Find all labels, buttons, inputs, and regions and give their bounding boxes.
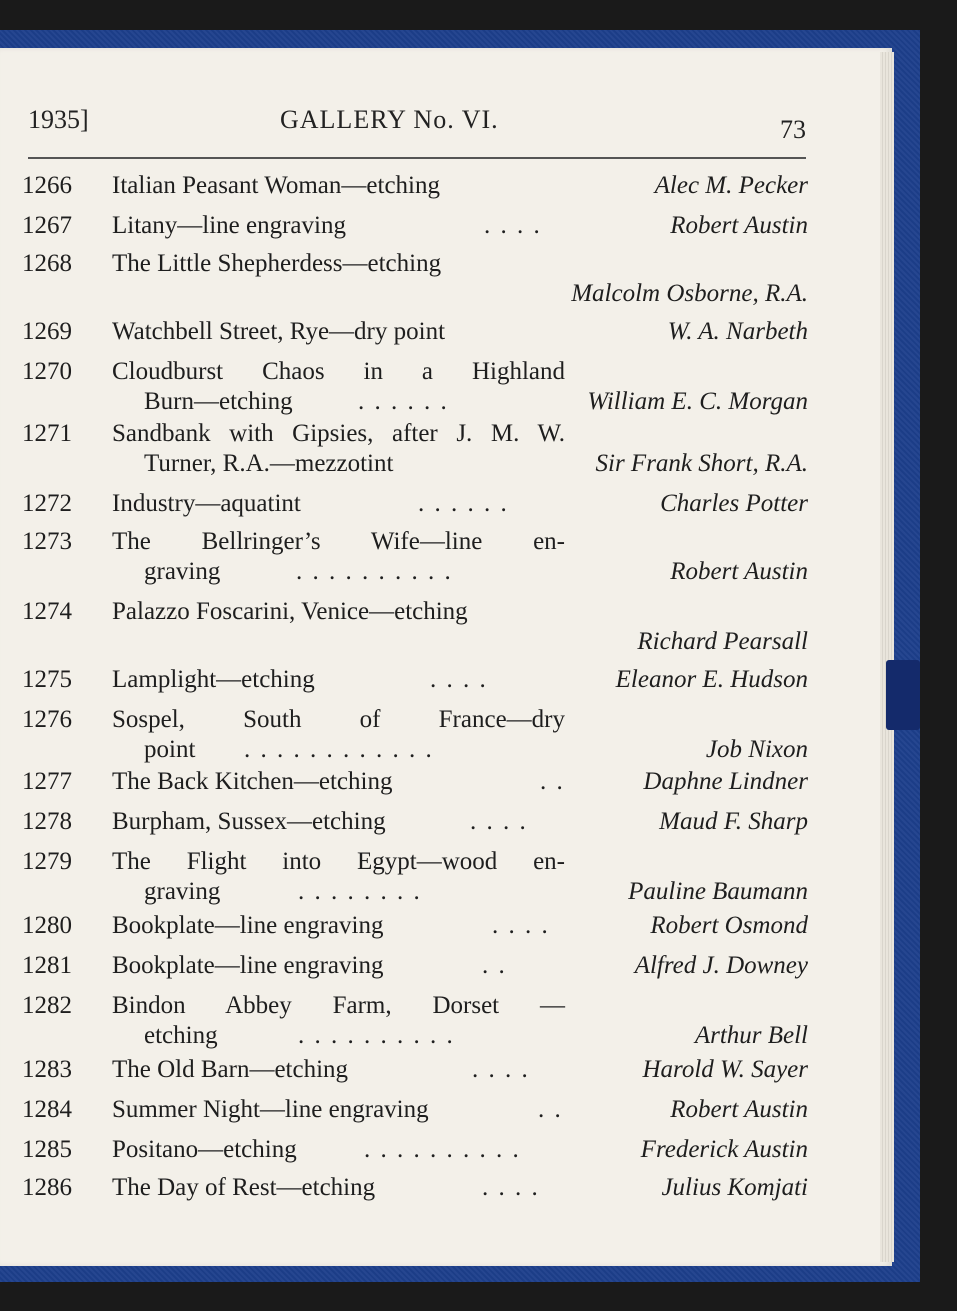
catalogue-entry	[22, 912, 808, 952]
artist-name: Robert Austin	[670, 212, 808, 239]
work-title: Litany—line engraving	[112, 212, 346, 239]
catalogue-entry	[22, 1136, 808, 1174]
catalogue-number: 1269	[22, 318, 72, 345]
work-title-continuation: graving	[144, 878, 221, 905]
artist-name: Arthur Bell	[694, 1022, 808, 1049]
catalogue-number: 1266	[22, 172, 72, 199]
catalogue-entry	[22, 250, 808, 318]
artist-name: Malcolm Osborne, R.A.	[571, 280, 808, 307]
catalogue-number: 1271	[22, 420, 72, 447]
leader-dots: . . . . . . . . . .	[364, 1136, 521, 1163]
page-header	[28, 105, 806, 145]
header-rule	[28, 157, 806, 159]
catalogue-entry	[22, 420, 808, 490]
work-title: The Little Shepherdess—etching	[112, 250, 442, 277]
catalogue-entry	[22, 318, 808, 358]
work-title: Burpham, Sussex—etching	[112, 808, 386, 835]
bookmark-ribbon	[886, 660, 920, 730]
catalogue-entry	[22, 1096, 808, 1136]
catalogue-entry	[22, 528, 808, 598]
header-year: 1935]	[28, 105, 89, 134]
catalogue-number: 1273	[22, 528, 72, 555]
work-title-continuation: point	[144, 736, 196, 763]
leader-dots: . . . .	[484, 212, 542, 239]
catalogue-entry	[22, 172, 808, 210]
catalogue-number: 1267	[22, 212, 72, 239]
artist-name: Pauline Baumann	[628, 878, 808, 905]
catalogue-entry	[22, 706, 808, 768]
catalogue-entry	[22, 992, 808, 1056]
artist-name: Robert Austin	[670, 558, 808, 585]
artist-name: Julius Komjati	[661, 1174, 808, 1201]
catalogue-entry	[22, 768, 808, 808]
work-title: Lamplight—etching	[112, 666, 315, 693]
work-title: The Old Barn—etching	[112, 1056, 349, 1083]
artist-name: Eleanor E. Hudson	[615, 666, 808, 693]
artist-name: Charles Potter	[660, 490, 808, 517]
work-title: Industry—aquatint	[112, 490, 301, 517]
work-title: Bindon Abbey Farm, Dorset —	[112, 992, 565, 1019]
work-title: Cloudburst Chaos in a Highland	[112, 358, 565, 385]
leader-dots: . . . .	[482, 1174, 540, 1201]
catalogue-number: 1278	[22, 808, 72, 835]
catalogue-number: 1281	[22, 952, 72, 979]
artist-name: Daphne Lindner	[643, 768, 808, 795]
work-title: Bookplate—line engraving	[112, 912, 384, 939]
catalogue-number: 1280	[22, 912, 72, 939]
work-title: The Day of Rest—etching	[112, 1174, 376, 1201]
leader-dots: . .	[482, 952, 507, 979]
leader-dots: . .	[538, 1096, 563, 1123]
work-title: Summer Night—line engraving	[112, 1096, 429, 1123]
catalogue-entry	[22, 490, 808, 528]
header-title: GALLERY No. VI.	[280, 105, 499, 134]
leader-dots: . . . . . . . .	[298, 878, 422, 905]
catalogue-entry	[22, 952, 808, 992]
catalogue-number: 1268	[22, 250, 72, 277]
leader-dots: . . . . . . . . . . . .	[244, 736, 434, 763]
artist-name: Robert Austin	[670, 1096, 808, 1123]
leader-dots: . .	[540, 768, 565, 795]
catalogue-entry	[22, 1056, 808, 1096]
work-title-continuation: Turner, R.A.—mezzotint	[144, 450, 394, 477]
leader-dots: . . . .	[492, 912, 550, 939]
artist-name: William E. C. Morgan	[587, 388, 808, 415]
artist-name: Maud F. Sharp	[659, 808, 808, 835]
artist-name: Job Nixon	[705, 736, 808, 763]
catalogue-number: 1277	[22, 768, 72, 795]
leader-dots: . . . . . . . . . .	[296, 558, 453, 585]
catalogue-number: 1283	[22, 1056, 72, 1083]
leader-dots: . . . .	[470, 808, 528, 835]
catalogue-entry	[22, 1174, 808, 1212]
catalogue-entry	[22, 358, 808, 420]
artist-name: Alfred J. Downey	[634, 952, 808, 979]
artist-name: Alec M. Pecker	[654, 172, 808, 199]
work-title: The Bellringer’s Wife—line en-	[112, 528, 565, 555]
catalogue-entry	[22, 848, 808, 912]
work-title: Sandbank with Gipsies, after J. M. W.	[112, 420, 565, 447]
page-edges	[880, 52, 894, 1262]
work-title: Italian Peasant Woman—etching	[112, 172, 440, 199]
artist-name: Harold W. Sayer	[642, 1056, 808, 1083]
catalogue-number: 1279	[22, 848, 72, 875]
work-title: Sospel, South of France—dry	[112, 706, 565, 733]
artist-name: Robert Osmond	[650, 912, 808, 939]
catalogue-entry	[22, 212, 808, 250]
catalogue-number: 1284	[22, 1096, 72, 1123]
work-title: The Back Kitchen—etching	[112, 768, 393, 795]
work-title: Bookplate—line engraving	[112, 952, 384, 979]
catalogue-number: 1276	[22, 706, 72, 733]
artist-name: W. A. Narbeth	[667, 318, 808, 345]
work-title: Positano—etching	[112, 1136, 297, 1163]
catalogue-number: 1286	[22, 1174, 72, 1201]
catalogue-number: 1272	[22, 490, 72, 517]
catalogue-entry	[22, 808, 808, 848]
leader-dots: . . . .	[472, 1056, 530, 1083]
leader-dots: . . . . . .	[418, 490, 509, 517]
work-title-continuation: graving	[144, 558, 221, 585]
artist-name: Frederick Austin	[640, 1136, 808, 1163]
catalogue-entry	[22, 666, 808, 706]
work-title: Palazzo Foscarini, Venice—etching	[112, 598, 468, 625]
leader-dots: . . . .	[430, 666, 488, 693]
leader-dots: . . . . . .	[358, 388, 449, 415]
work-title-continuation: etching	[144, 1022, 218, 1049]
page-number: 73	[780, 115, 806, 144]
catalogue-number: 1270	[22, 358, 72, 385]
leader-dots: . . . . . . . . . .	[298, 1022, 455, 1049]
work-title-continuation: Burn—etching	[144, 388, 293, 415]
artist-name: Sir Frank Short, R.A.	[595, 450, 808, 477]
catalogue-entry	[22, 598, 808, 666]
catalogue-number: 1275	[22, 666, 72, 693]
artist-name: Richard Pearsall	[637, 628, 808, 655]
catalogue-number: 1282	[22, 992, 72, 1019]
work-title: Watchbell Street, Rye—dry point	[112, 318, 446, 345]
work-title: The Flight into Egypt—wood en-	[112, 848, 565, 875]
catalogue-number: 1274	[22, 598, 72, 625]
catalogue-number: 1285	[22, 1136, 72, 1163]
